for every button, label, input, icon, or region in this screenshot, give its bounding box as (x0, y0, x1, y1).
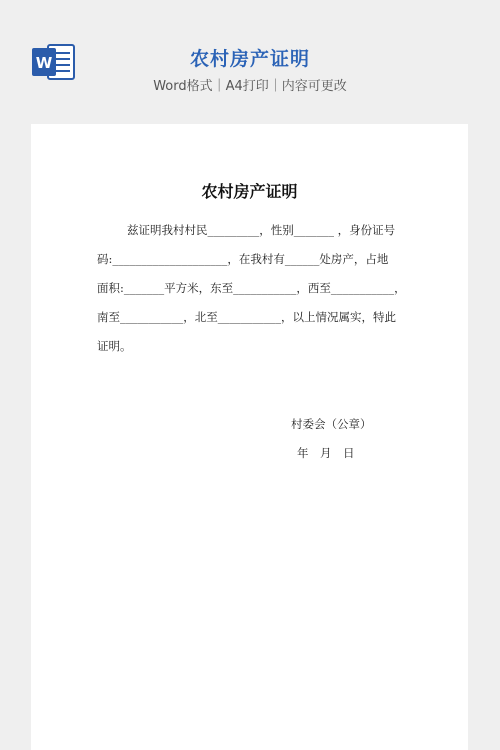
body-line: 码:____________________，在我村有______处房产，占地 (97, 252, 389, 266)
document-title: 农村房产证明 (201, 182, 298, 201)
signature-org: 村委会（公章） (291, 417, 372, 431)
document-page (31, 124, 468, 750)
header-subtitle: Word格式｜A4打印｜内容可更改 (153, 79, 347, 94)
header-title: 农村房产证明 (189, 48, 310, 70)
body-line: 证明。 (97, 339, 132, 353)
body-line: 南至___________，北至___________，以上情况属实，特此 (97, 310, 396, 324)
page-header (0, 0, 500, 120)
svg-text:W: W (35, 54, 53, 72)
body-line: 兹证明我村村民_________，性别_______ ，身份证号 (127, 223, 396, 237)
signature-date: 年 月 日 (297, 446, 355, 460)
body-line: 面积:_______平方米，东至___________，西至___________， (97, 281, 406, 295)
document-body (97, 216, 409, 361)
